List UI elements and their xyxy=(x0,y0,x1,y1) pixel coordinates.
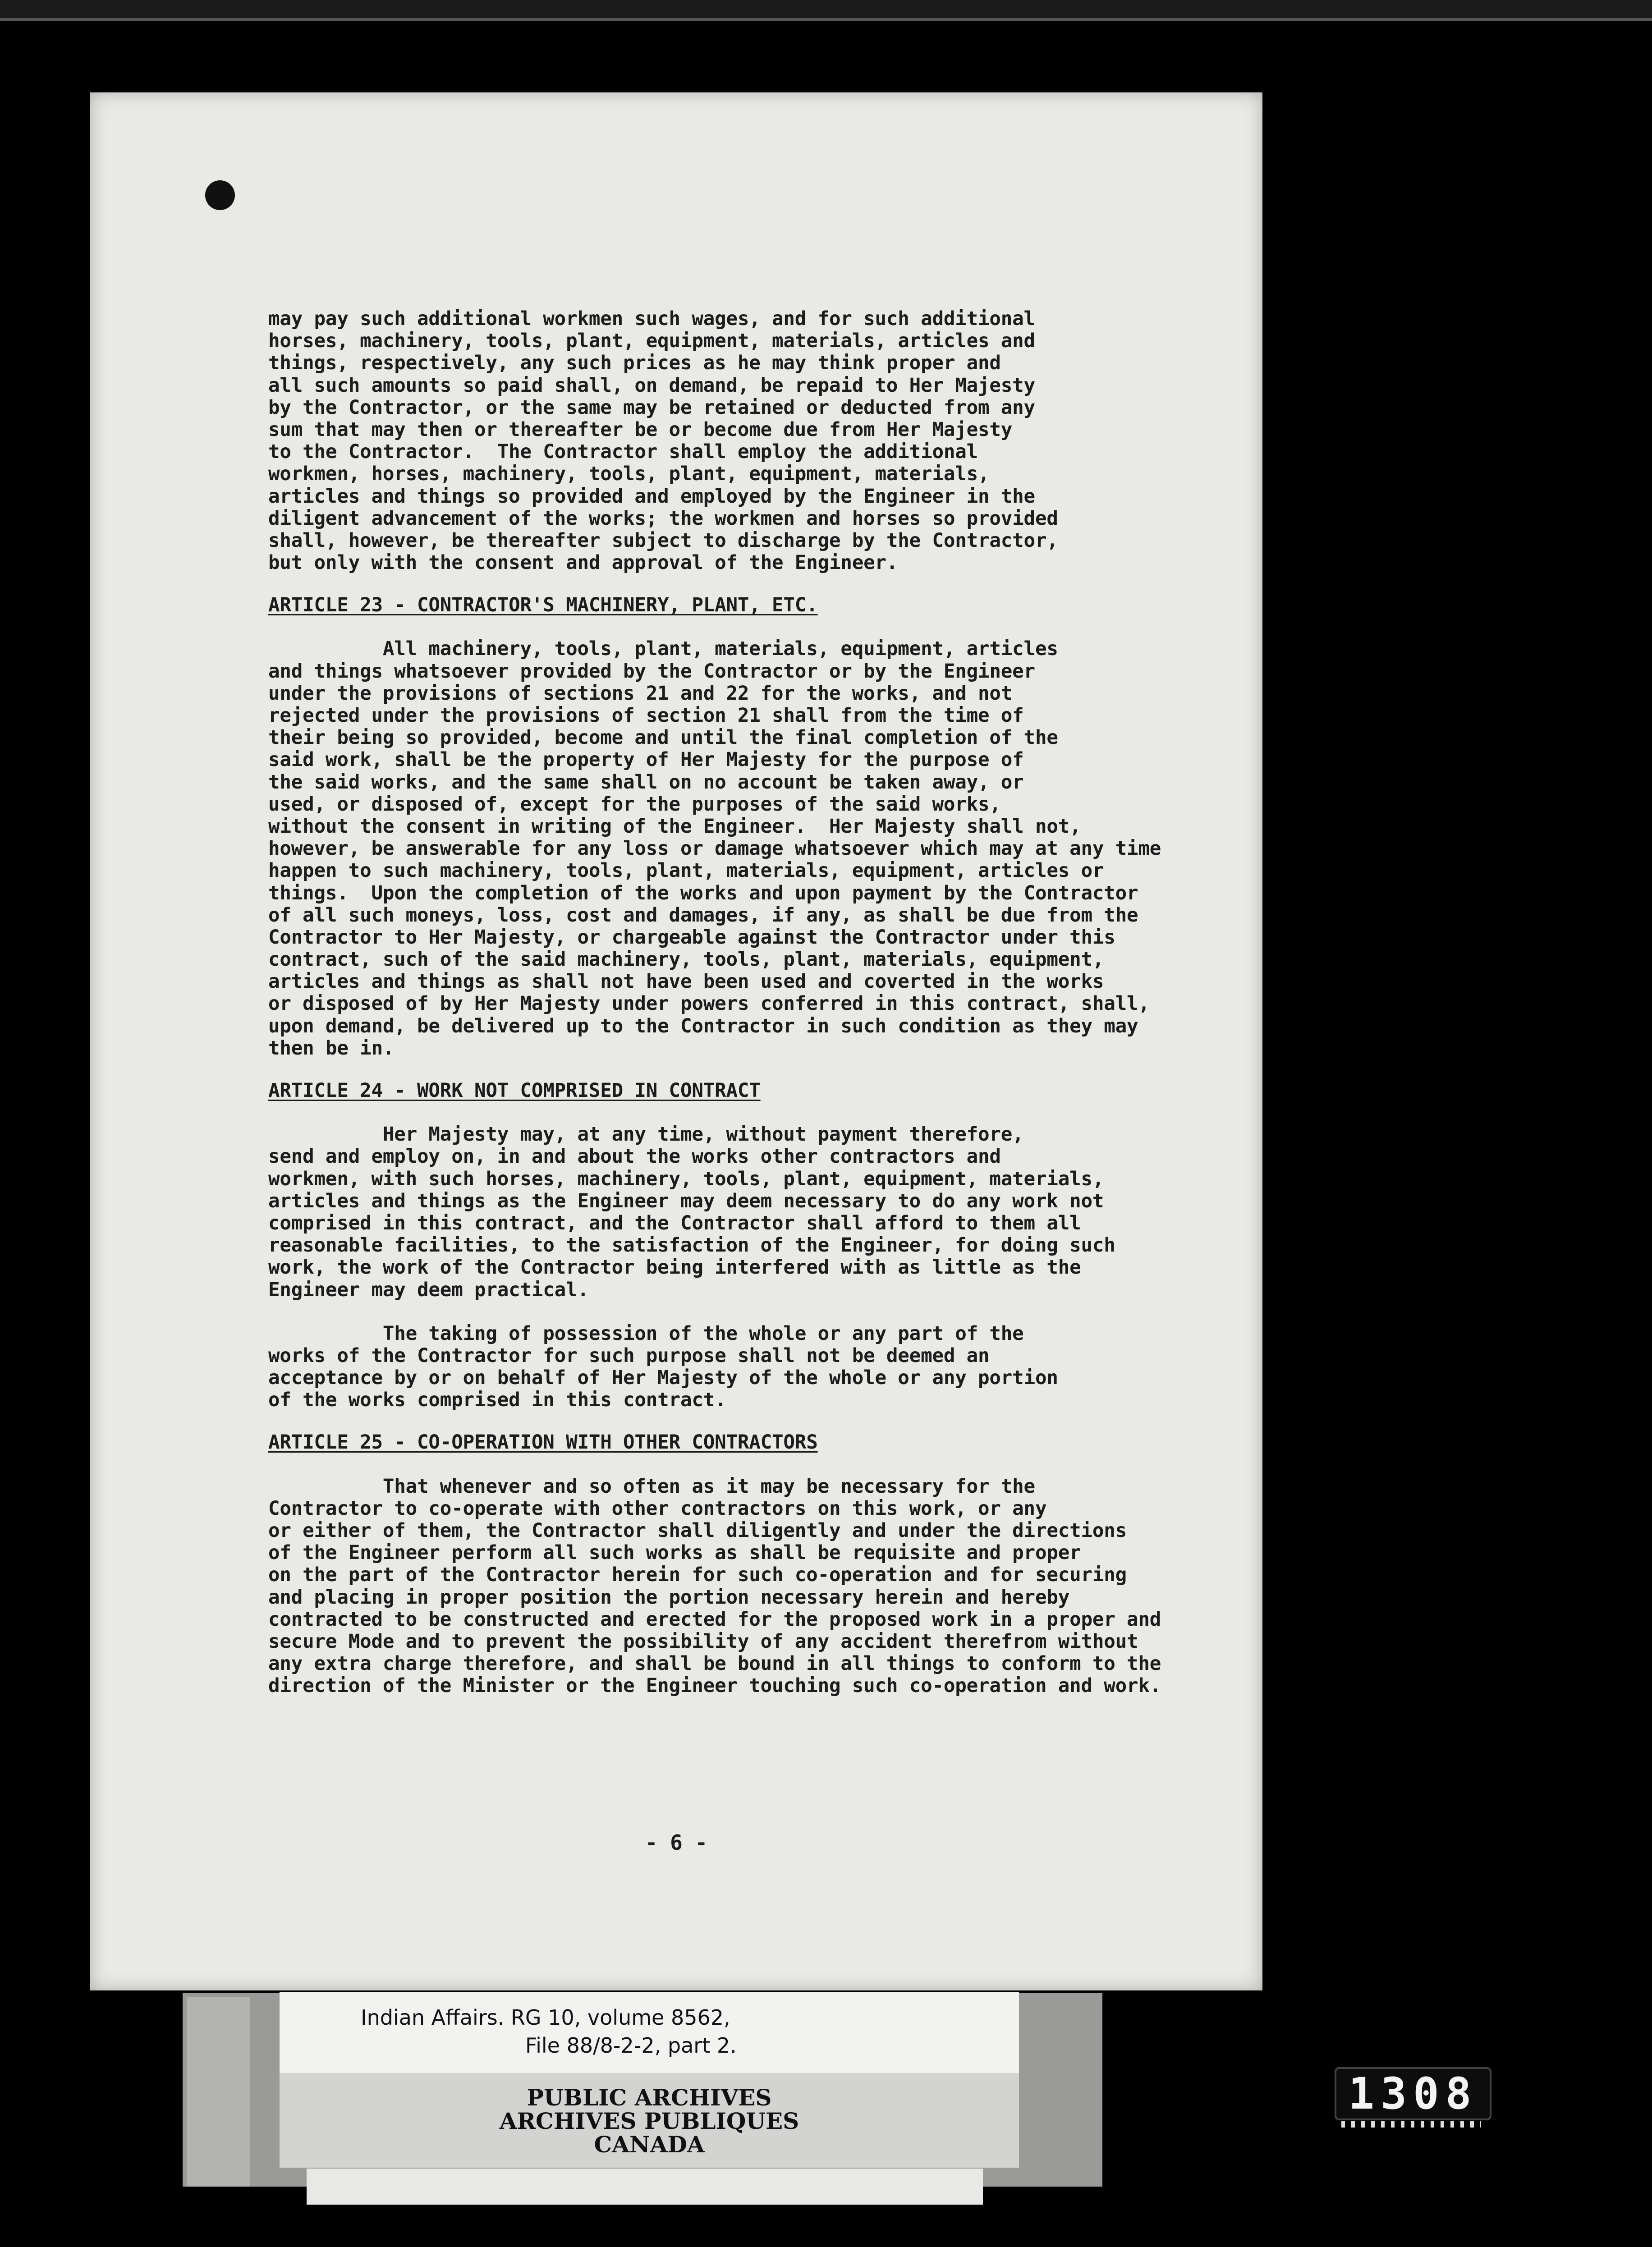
text-line: Engineer may deem practical. xyxy=(268,1279,589,1301)
text-line: direction of the Minister or the Engineer touching such co-operation and work. xyxy=(268,1675,1161,1697)
text-line: contract, such of the said machinery, tools, plant, materials, equipment, xyxy=(268,949,1104,971)
label-bottom-strip xyxy=(307,2169,983,2205)
frame-number-counter: 1308 xyxy=(1335,2067,1491,2120)
text-line: of the works comprised in this contract. xyxy=(268,1389,726,1412)
article-24-paragraph-2 xyxy=(268,1323,1283,1412)
text-line: things, respectively, any such prices as he may think proper and xyxy=(268,352,1001,375)
text-line: may pay such additional workmen such wages, and for such additional xyxy=(268,308,1035,330)
text-line: reasonable facilities, to the satisfaction of the Engineer, for doing such xyxy=(268,1234,1115,1257)
archives-stamp-english: PUBLIC ARCHIVES xyxy=(527,2084,772,2111)
text-line: Contractor to Her Majesty, or chargeable against the Contractor under this xyxy=(268,926,1115,949)
text-line: by the Contractor, or the same may be retained or deducted from any xyxy=(268,396,1035,419)
text-line: The taking of possession of the whole or any part of the xyxy=(268,1322,1024,1345)
text-line: to the Contractor. The Contractor shall employ the additional xyxy=(268,441,978,463)
text-line: articles and things so provided and employed by the Engineer in the xyxy=(268,485,1035,508)
text-line: said work, shall be the property of Her Majesty for the purpose of xyxy=(268,749,1024,771)
archives-stamp-french: ARCHIVES PUBLIQUES xyxy=(499,2108,799,2134)
text-line: send and employ on, in and about the works other contractors and xyxy=(268,1146,1001,1168)
article-25-paragraph xyxy=(268,1476,1283,1697)
text-line: used, or disposed of, except for the purposes of the said works, xyxy=(268,793,1001,816)
text-line: the said works, and the same shall on no account be taken away, or xyxy=(268,771,1024,793)
archive-label-edge xyxy=(187,1997,250,2187)
text-line: works of the Contractor for such purpose shall not be deemed an xyxy=(268,1344,990,1367)
text-line: sum that may then or thereafter be or become due from Her Majesty xyxy=(268,418,1013,441)
article-23-heading: ARTICLE 23 - CONTRACTOR'S MACHINERY, PLANT, ETC. xyxy=(268,594,818,617)
archive-reference-line-2: File 88/8-2-2, part 2. xyxy=(525,2033,737,2058)
article-23-paragraph xyxy=(268,638,1283,1059)
archives-stamp-country: CANADA xyxy=(594,2131,705,2158)
text-line: of the Engineer perform all such works as shall be requisite and proper xyxy=(268,1542,1081,1564)
text-line: all such amounts so paid shall, on demand, be repaid to Her Majesty xyxy=(268,374,1035,397)
text-line: and things whatsoever provided by the Contractor or by the Engineer xyxy=(268,660,1035,683)
text-line: articles and things as shall not have been used and coverted in the works xyxy=(268,971,1104,993)
article-24-paragraph-1 xyxy=(268,1124,1283,1301)
text-line: workmen, horses, machinery, tools, plant, equipment, materials, xyxy=(268,463,990,486)
archive-reference-label xyxy=(280,1992,1019,2073)
text-line: or either of them, the Contractor shall diligently and under the directions xyxy=(268,1520,1127,1542)
frame-counter-ticks xyxy=(1341,2121,1481,2128)
text-line: things. Upon the completion of the works and upon payment by the Contractor xyxy=(268,882,1138,904)
text-line: however, be answerable for any loss or damage whatsoever which may at any time xyxy=(268,838,1161,860)
text-line: All machinery, tools, plant, materials, equipment, articles xyxy=(268,638,1058,660)
text-line: then be in. xyxy=(268,1037,395,1059)
text-line: but only with the consent and approval of the Engineer. xyxy=(268,552,898,574)
text-line: any extra charge therefore, and shall be bound in all things to conform to the xyxy=(268,1653,1161,1675)
text-line: shall, however, be thereafter subject to discharge by the Contractor, xyxy=(268,529,1058,552)
text-line: on the part of the Contractor herein for such co-operation and for securing xyxy=(268,1564,1127,1587)
archives-stamp xyxy=(280,2073,1019,2168)
text-line: workmen, with such horses, machinery, tools, plant, equipment, materials, xyxy=(268,1168,1104,1190)
text-line: contracted to be constructed and erected for the proposed work in a proper and xyxy=(268,1608,1161,1631)
text-line: diligent advancement of the works; the workmen and horses so provided xyxy=(268,507,1058,530)
document-body xyxy=(268,308,1283,1697)
article-24-heading: ARTICLE 24 - WORK NOT COMPRISED IN CONTRACT xyxy=(268,1080,761,1102)
text-line: of all such moneys, loss, cost and damages, if any, as shall be due from the xyxy=(268,904,1138,926)
text-line: or disposed of by Her Majesty under powers conferred in this contract, shall, xyxy=(268,993,1150,1015)
article-25-heading: ARTICLE 25 - CO-OPERATION WITH OTHER CONTRACTORS xyxy=(268,1431,818,1454)
text-line: horses, machinery, tools, plant, equipment, materials, articles and xyxy=(268,330,1035,353)
film-edge xyxy=(0,0,1652,21)
text-line: without the consent in writing of the Engineer. Her Majesty shall not, xyxy=(268,815,1081,838)
document-page xyxy=(90,92,1262,1990)
text-line: That whenever and so often as it may be necessary for the xyxy=(268,1475,1035,1498)
text-line: Her Majesty may, at any time, without payment therefore, xyxy=(268,1124,1024,1146)
text-line: acceptance by or on behalf of Her Majesty of the whole or any portion xyxy=(268,1367,1058,1389)
text-line: Contractor to co-operate with other contractors on this work, or any xyxy=(268,1497,1047,1520)
hole-punch xyxy=(205,180,235,210)
text-line: secure Mode and to prevent the possibility of any accident therefrom without xyxy=(268,1630,1138,1653)
text-line: happen to such machinery, tools, plant, materials, equipment, articles or xyxy=(268,860,1104,882)
text-line: work, the work of the Contractor being interfered with as little as the xyxy=(268,1256,1081,1279)
text-line: their being so provided, become and until the final completion of the xyxy=(268,727,1058,749)
text-line: upon demand, be delivered up to the Contractor in such condition as they may xyxy=(268,1015,1138,1037)
page-number: - 6 - xyxy=(645,1830,708,1855)
archive-reference-line-1: Indian Affairs. RG 10, volume 8562, xyxy=(361,2005,730,2030)
text-line: under the provisions of sections 21 and 22 for the works, and not xyxy=(268,682,1013,705)
text-line: rejected under the provisions of section 21 shall from the time of xyxy=(268,705,1024,727)
text-line: articles and things as the Engineer may deem necessary to do any work not xyxy=(268,1190,1104,1212)
intro-paragraph xyxy=(268,308,1283,574)
text-line: and placing in proper position the portion necessary herein and hereby xyxy=(268,1586,1070,1609)
text-line: comprised in this contract, and the Contractor shall afford to them all xyxy=(268,1212,1081,1234)
